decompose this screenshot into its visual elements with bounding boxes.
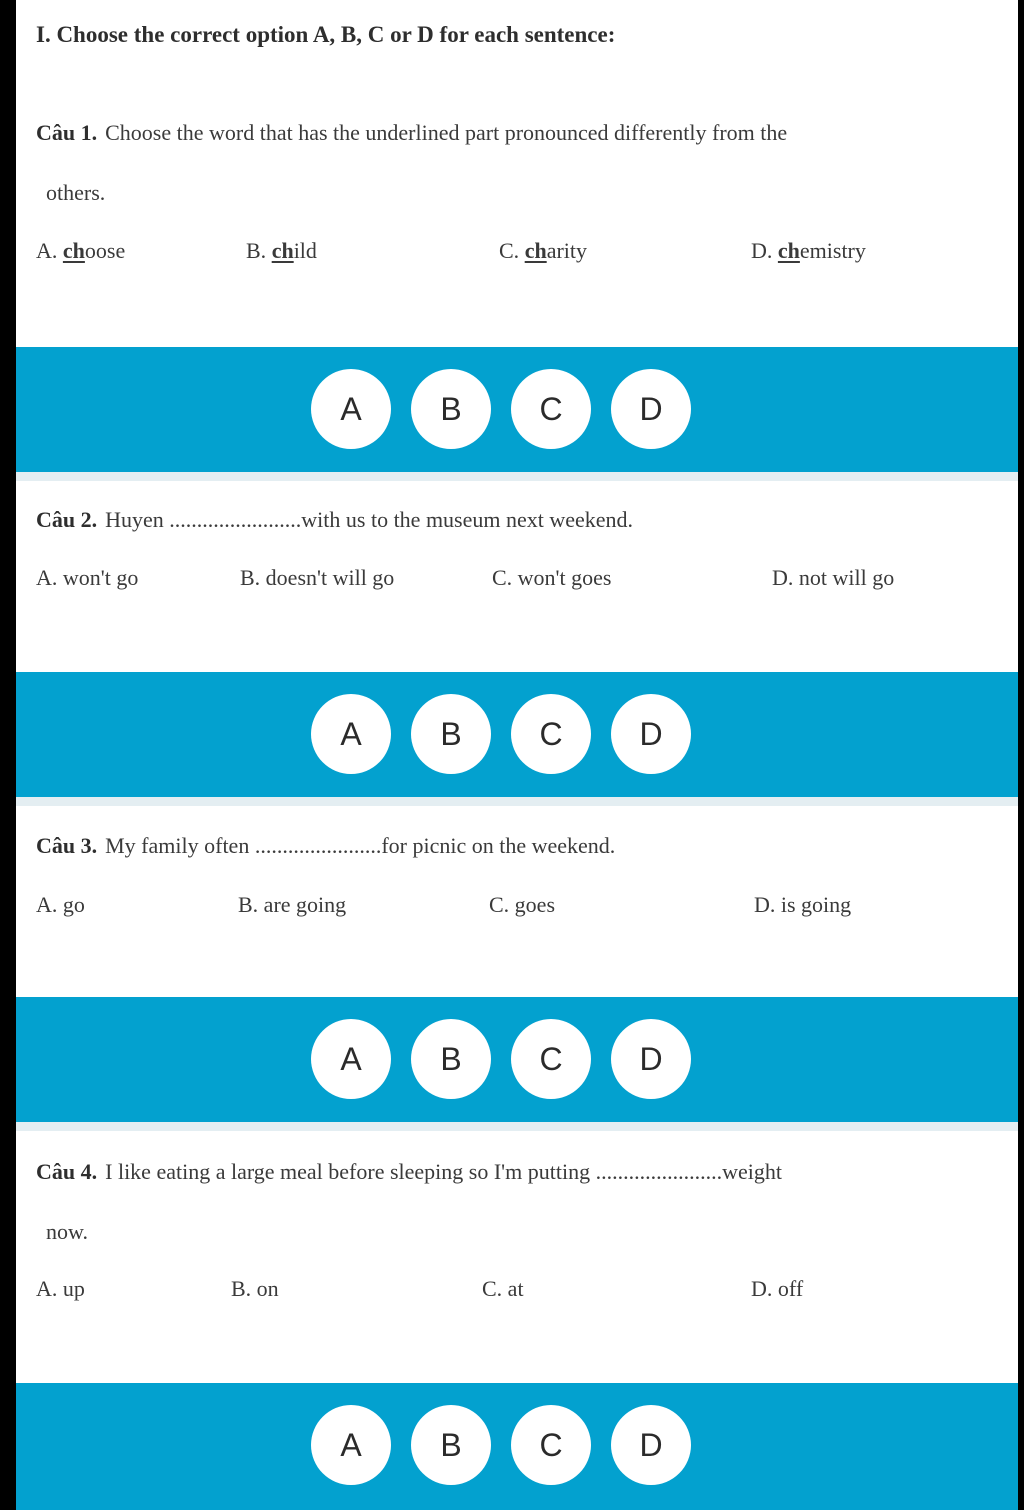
answer-button-a[interactable]: A bbox=[311, 694, 391, 774]
question-3-option-d: D. is going bbox=[754, 892, 852, 917]
question-4-option-a: A. up bbox=[36, 1276, 85, 1301]
answer-bar-1 bbox=[16, 347, 1018, 481]
answer-button-c[interactable]: C bbox=[511, 694, 591, 774]
answer-button-a[interactable]: A bbox=[311, 1019, 391, 1099]
question-3-text bbox=[36, 833, 615, 859]
question-4-option-c: C. at bbox=[482, 1276, 524, 1301]
answer-button-c[interactable]: C bbox=[511, 369, 591, 449]
underlined-part: ch bbox=[524, 238, 547, 263]
question-3-option-c: C. goes bbox=[489, 892, 555, 917]
question-4-option-b: B. on bbox=[231, 1276, 279, 1301]
answer-button-d[interactable]: D bbox=[611, 1019, 691, 1099]
underlined-part: ch bbox=[62, 238, 85, 263]
answer-button-a[interactable]: A bbox=[311, 369, 391, 449]
underlined-part: ch bbox=[777, 238, 800, 263]
underlined-part: ch bbox=[271, 238, 294, 263]
question-1-number: Câu 1. bbox=[36, 120, 98, 145]
answer-bar-3 bbox=[16, 997, 1018, 1131]
question-1-prompt: Choose the word that has the underlined part pronounced differently from the bbox=[105, 120, 788, 145]
answer-button-a[interactable]: A bbox=[311, 1405, 391, 1485]
question-2-option-b: B. doesn't will go bbox=[240, 565, 395, 590]
question-3-number: Câu 3. bbox=[36, 833, 98, 858]
answer-button-b[interactable]: B bbox=[411, 1019, 491, 1099]
quiz-page bbox=[16, 0, 1018, 1510]
question-2-prompt: Huyen ........................with us to the museum next weekend. bbox=[105, 507, 634, 532]
question-4-number: Câu 4. bbox=[36, 1159, 98, 1184]
question-3-option-a: A. go bbox=[36, 892, 85, 917]
answer-button-c[interactable]: C bbox=[511, 1019, 591, 1099]
answer-button-d[interactable]: D bbox=[611, 694, 691, 774]
question-4-text-continued: now. bbox=[46, 1219, 88, 1244]
question-2-option-a: A. won't go bbox=[36, 565, 139, 590]
question-1-option-b: B. child bbox=[246, 238, 317, 263]
question-1-text-continued: others. bbox=[46, 180, 106, 205]
answer-button-b[interactable]: B bbox=[411, 369, 491, 449]
question-2-number: Câu 2. bbox=[36, 507, 98, 532]
question-2-option-c: C. won't goes bbox=[492, 565, 612, 590]
question-4-prompt: I like eating a large meal before sleeping so I'm putting .......................weight bbox=[105, 1159, 782, 1184]
answer-bar-4 bbox=[16, 1383, 1018, 1510]
question-1-text bbox=[36, 120, 787, 146]
answer-button-b[interactable]: B bbox=[411, 694, 491, 774]
question-2-text bbox=[36, 507, 633, 533]
question-3-option-b: B. are going bbox=[238, 892, 347, 917]
answer-button-d[interactable]: D bbox=[611, 369, 691, 449]
answer-bar-2 bbox=[16, 672, 1018, 806]
question-1-option-a: A. choose bbox=[36, 238, 126, 263]
question-4-text bbox=[36, 1159, 782, 1185]
question-3-prompt: My family often .......................for picnic on the weekend. bbox=[105, 833, 616, 858]
question-1-option-c: C. charity bbox=[499, 238, 588, 263]
question-1-option-d: D. chemistry bbox=[751, 238, 866, 263]
answer-button-d[interactable]: D bbox=[611, 1405, 691, 1485]
answer-button-c[interactable]: C bbox=[511, 1405, 591, 1485]
question-4-option-d: D. off bbox=[751, 1276, 804, 1301]
section-title: I. Choose the correct option A, B, C or D for each sentence: bbox=[36, 22, 616, 47]
answer-button-b[interactable]: B bbox=[411, 1405, 491, 1485]
question-2-option-d: D. not will go bbox=[772, 565, 895, 590]
